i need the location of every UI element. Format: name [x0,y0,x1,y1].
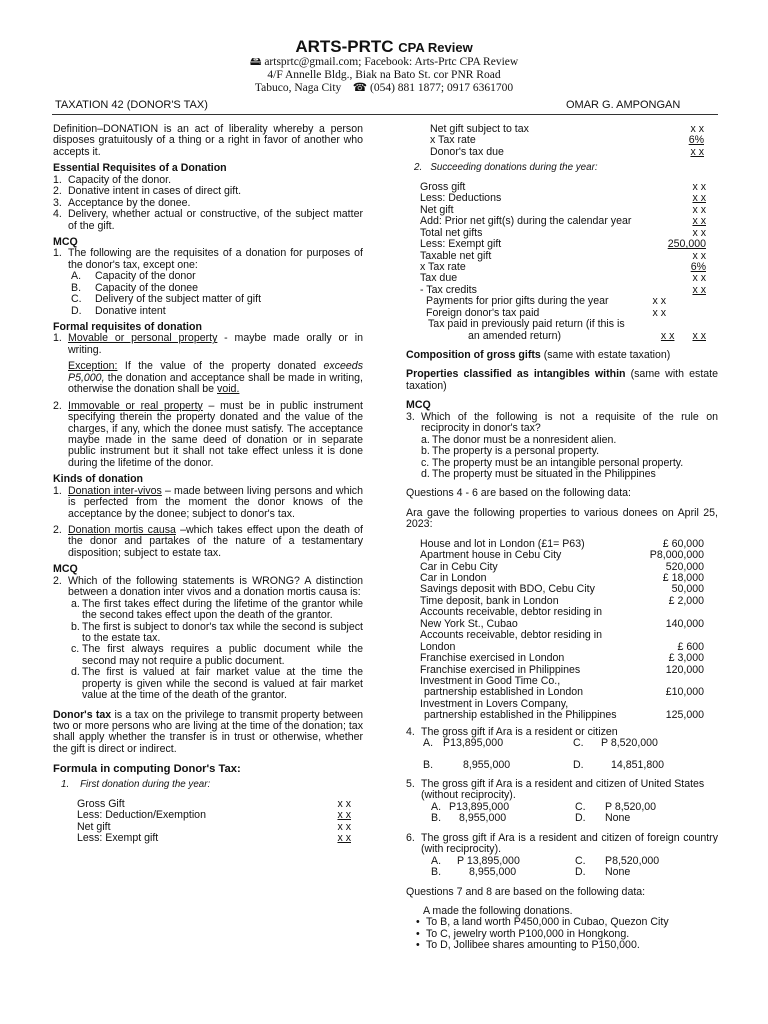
topic-title: TAXATION 42 (DONOR'S TAX) [55,99,208,111]
table-row: Total net gifts x x [420,226,706,239]
contact-line-city [0,82,768,94]
table-row: x Tax rate 6% [430,134,704,147]
list-item: • To B, a land worth P450,000 in Cubao, Quezon City [416,917,718,928]
option: c. The first always requires a public document while the second may not require a public document. [71,643,363,667]
formal-list-2 [53,401,363,470]
table-row: Less: Exempt gift x x [77,832,351,845]
formal-heading: Formal requisites of donation [53,321,202,333]
option: b. The property is a personal property. [421,445,600,458]
question-4: 4. The gross gift if Ara is a resident or citizen [406,725,618,738]
question-5-options: A. P13,895,000 C. P 8,520,00 B. 8,955,000 D. None [431,800,657,825]
option: A. Capacity of the donor [71,270,196,283]
table-row: Net gift subject to tax x x [430,123,704,135]
intangibles-note: Properties classified as intangibles within (same with estate taxation) [406,368,718,392]
donations-list [406,917,718,951]
list-item: • To D, Jollibee shares amounting to P150,000. [416,940,718,951]
question-6: 6. The gross gift if Ara is a resident and citizen of foreign country (with reciprocity). [406,831,718,856]
ara-intro: Ara gave the following properties to various donees on April 25, 2023: [406,506,718,531]
formal-list [53,333,363,356]
option: d. The property must be situated in the Philippines [421,467,656,480]
table-row: Less: Exempt gift 250,000 [420,238,706,251]
option: a. The donor must be a nonresident alien. [421,433,617,446]
table-row: Savings deposit with BDO, Cebu City 50,000 [420,583,704,596]
kinds-heading: Kinds of donation [53,473,144,486]
table-row: Car in London £ 18,000 [420,572,704,585]
mcq-heading: MCQ [53,235,78,248]
right-column [406,124,718,952]
list-item: 1. Donation inter-vivos – made between living persons and which is perfected from the moment the donor knows of the acceptance by the donee; subject to donor's tax. [53,484,363,520]
table-row: Gross Gift x x [77,797,351,810]
table-row: Accounts receivable, debtor residing in New York St., Cubao 140,000 [420,606,704,630]
list-item: 4. Delivery, whether actual or constructive, of the subject matter of the gift. [53,208,363,232]
table-row: Gross gift x x [420,180,706,193]
question-3-options [406,435,718,481]
table-row: Franchise exercised in London £ 3,000 [420,652,704,665]
exception-note: Exception: If the value of the property donated exceeds P5,000, the donation and acceptance shall be made in writing, otherwise the donation shall be void. [68,360,363,396]
table-row: - Tax credits x x [420,283,706,296]
option: C. Delivery of the subject matter of gift [71,293,262,306]
option: a. The first takes effect during the lifetime of the grantor while the second takes effect upon the death of the grantor. [71,597,363,622]
question-text: The gross gift if Ara is a resident and citizen of foreign country (with reciprocity). [421,831,718,856]
table-row: Investment in Lovers Company, partnership established in the Philippines 125,000 [420,697,704,722]
option: c. The property must be an intangible personal property. [421,456,684,469]
question-3: 3. Which of the following is not a requisite of the rule on reciprocity in donor's tax? [406,410,718,435]
questions-4-6-intro: Questions 4 - 6 are based on the following data: [406,487,631,500]
first-donation-table [53,799,351,845]
table-row: Add: Prior net gift(s) during the calendar year x x [420,215,706,228]
contact-email: artsprtc@gmail.com; Facebook: Arts-Prtc CPA Review [264,56,519,68]
contact-line-address: 4/F Annelle Bldg., Biak na Bato St. cor PNR Road [267,69,501,81]
table-row: Net gift x x [77,820,351,833]
kinds-list [53,486,363,560]
question-2-options [53,599,363,702]
question-text: The following are the requisites of a donation for purposes of the donor's tax, except one: [68,247,363,271]
option: B. Capacity of the donee [71,281,199,294]
brand-suffix: CPA Review [398,40,473,55]
question-text: The gross gift if Ara is a resident and citizen of United States (without reciprocity). [421,778,705,802]
author-name: OMAR G. AMPONGAN [566,99,681,111]
list-item: 2. Donation mortis causa –which takes effect upon the death of the donor and partakes of the nature of a testamentary disposition; subject to estate tax. [53,524,363,559]
formula-heading: Formula in computing Donor's Tax: [53,763,241,776]
question-text: The gross gift if Ara is a resident or citizen [421,725,618,738]
table-row: Time deposit, bank in London £ 2,000 [420,594,704,607]
table-row: Apartment house in Cebu City P8,000,000 [420,549,704,562]
table-row: Payments for prior gifts during the year x x [426,295,666,308]
question-1: 1. The following are the requisites of a donation for purposes of the donor's tax, except one: [53,247,363,271]
question-1-options [53,271,363,317]
option: b. The first is subject to donor's tax while the second is subject to the estate tax. [71,620,363,644]
definition: Definition–DONATION is an act of liberality whereby a person disposes gratuitously of a thing or a right in favor of another who accepts it. [53,123,363,158]
table-row: Taxable net gift x x [420,249,706,262]
document-title [0,38,768,56]
table-row: Tax due x x [420,272,706,285]
question-text: Which of the following is not a requisite of the rule on reciprocity in donor's tax? [421,410,718,435]
computer-icon: 🖴 [249,56,262,68]
header-rule [52,114,718,115]
table-row: House and lot in London (£1= P63) £ 60,000 [420,537,704,550]
table-row: Franchise exercised in Philippines 120,000 [420,663,704,676]
tax-credit-amended: Tax paid in previously paid return (if this is an amended return) x x x x [428,318,706,342]
contact-line-email [0,56,768,68]
table-row: Donor's tax due x x [430,145,704,158]
tax-credits-table [420,296,666,319]
table-row: x Tax rate 6% [420,260,706,273]
question-2: 2. Which of the following statements is WRONG? A distinction between a donation inter vivos and a donation mortis causa is: [53,574,363,599]
table-row: Investment in Good Time Co., partnership established in London £10,000 [420,674,704,699]
table-row: Less: Deduction/Exemption x x [77,809,351,822]
contact-phone: (054) 881 1877; 0917 6361700 [369,82,514,94]
properties-table [406,539,704,722]
contact-city: Tabuco, Naga City [254,82,342,94]
list-item: • To C, jewelry worth P100,000 in Hongkong. [416,929,718,940]
essential-heading: Essential Requisites of a Donation [53,162,227,175]
question-5: 5. The gross gift if Ara is a resident and citizen of United States (without reciprocity). [406,778,705,802]
table-row: Accounts receivable, debtor residing in London £ 600 [420,629,704,653]
donors-tax-definition: Donor's tax is a tax on the privilege to transmit property between two or more persons who are living at the time of the donation; tax shall apply whether the transfer is in trust or otherwise, whether the gift is direct or indirect. [53,708,363,755]
tax-due-table [406,124,704,158]
table-row: Less: Deductions x x [420,192,706,205]
essential-list [53,175,363,232]
list-item: 3. Acceptance by the donee. [53,196,191,209]
brand-name: ARTS-PRTC [295,37,394,56]
question-text: Which of the following statements is WRONG? A distinction between a donation inter vivos and a donation mortis causa is: [68,574,363,599]
first-donation-heading: 1. First donation during the year: [61,779,211,791]
mcq-heading-2: MCQ [53,563,78,576]
left-column [53,124,363,845]
option: D. Donative intent [71,304,166,317]
table-row: Foreign donor's tax paid x x [426,306,666,319]
succeeding-table [406,182,706,342]
table-row: Net gift x x [420,203,706,216]
composition-note: Composition of gross gifts (same with estate taxation) [406,349,671,362]
table-row: Car in Cebu City 520,000 [420,560,704,573]
succeeding-donation-heading: 2. Succeeding donations during the year: [414,162,598,174]
question-6-options: A. P 13,895,000 C. P8,520,000 B. 8,955,000 D. None [431,854,660,879]
list-item: 1. Capacity of the donor. [53,173,172,186]
question-4-options: A. P13,895,000 C. P 8,520,000 B. 8,955,000 D. 14,851,800 [423,737,665,771]
phone-icon: ☎ [352,82,368,94]
questions-7-8-intro: Questions 7 and 8 are based on the following data: [406,885,646,898]
mcq-heading-3: MCQ [406,399,431,412]
list-item: 2. Donative intent in cases of direct gift. [53,185,242,198]
donations-intro: A made the following donations. [423,904,573,917]
option: d. The first is valued at fair market value at the time the property is given while the second is valued at fair market value at the time of the death of the grantor. [71,666,363,702]
list-item: 2. Immovable or real property – must be in public instrument specifying therein the property donated and the value of the charges, if any, which the donee must satisfy. The acceptance maybe made in the same deed of donation or in separate public instrument but it shall not take effect unless it is done during the lifetime of the donor. [53,399,363,469]
list-item: 1. Movable or personal property - maybe made orally or in writing. [53,332,363,356]
